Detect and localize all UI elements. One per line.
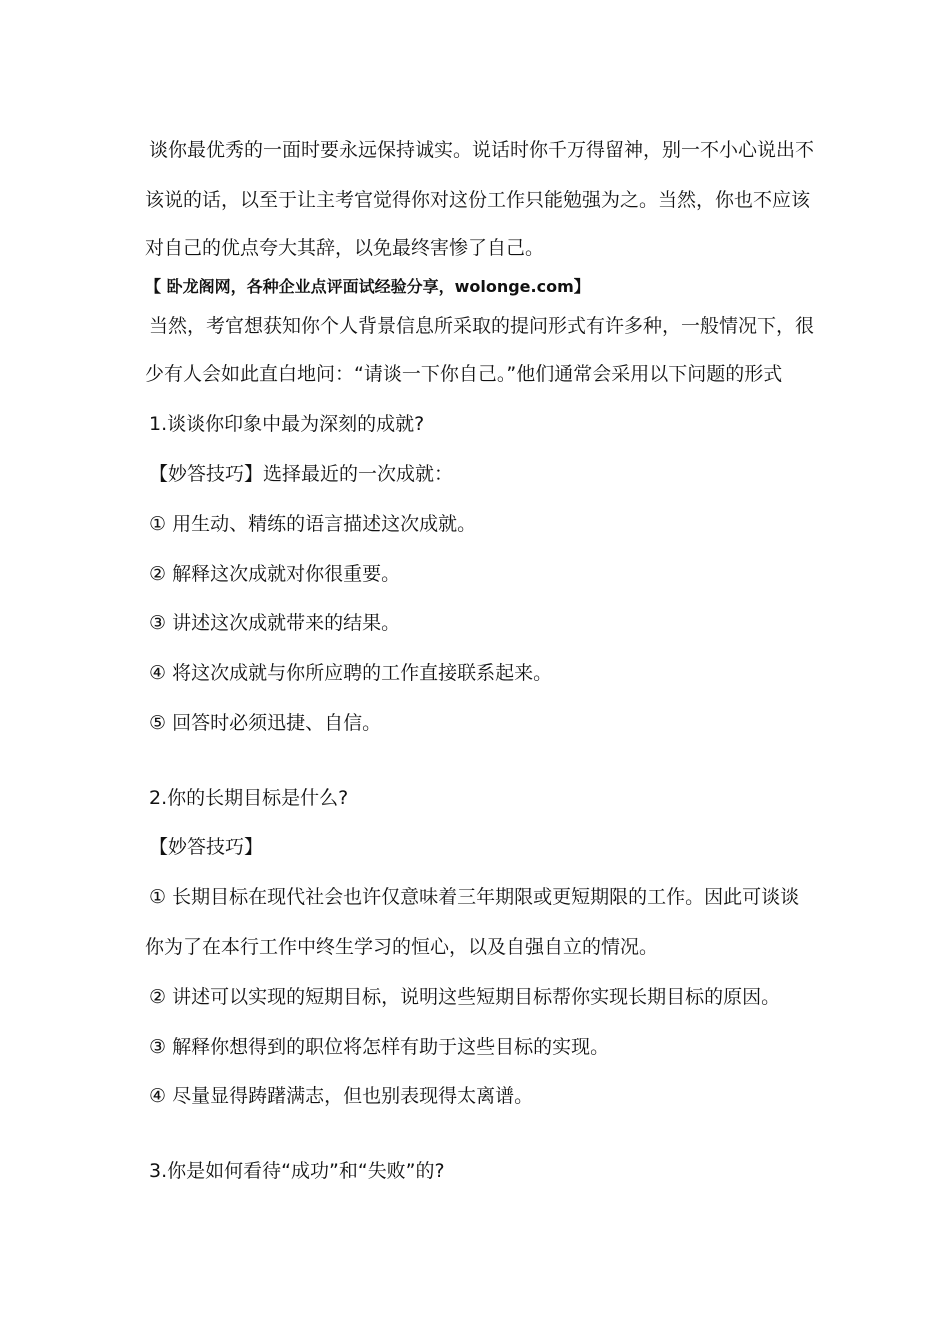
question-2-item: ③ 解释你想得到的职位将怎样有助于这些目标的实现。 bbox=[149, 1036, 610, 1058]
question-3-title: 3.你是如何看待“成功”和“失败”的? bbox=[149, 1160, 445, 1182]
paragraph-2-line-1: 当然，考官想获知你个人背景信息所采取的提问形式有许多种，一般情况下，很 bbox=[149, 315, 815, 337]
question-1-item: ⑤ 回答时必须迅捷、自信。 bbox=[149, 712, 382, 734]
question-1-title: 1.谈谈你印象中最为深刻的成就? bbox=[149, 413, 425, 435]
paragraph-2-line-2: 少有人会如此直白地问：“请谈一下你自己。”他们通常会采用以下问题的形式 bbox=[145, 363, 783, 385]
intro-line-3: 对自己的优点夸大其辞，以免最终害惨了自己。 bbox=[145, 237, 545, 259]
question-2-title: 2.你的长期目标是什么? bbox=[149, 787, 349, 809]
question-2-tip: 【妙答技巧】 bbox=[149, 836, 264, 858]
intro-line-1: 谈你最优秀的一面时要永远保持诚实。说话时你千万得留神，别一不小心说出不 bbox=[149, 139, 815, 161]
question-1-item: ① 用生动、精练的语言描述这次成就。 bbox=[149, 513, 477, 535]
source-watermark-line: 【 卧龙阁网，各种企业点评面试经验分享，wolonge.com】 bbox=[145, 277, 590, 296]
question-2-item: ④ 尽量显得踌躇满志，但也别表现得太离谱。 bbox=[149, 1085, 534, 1107]
question-1-tip: 【妙答技巧】选择最近的一次成就： bbox=[149, 463, 454, 485]
question-2-item: ② 讲述可以实现的短期目标，说明这些短期目标帮你实现长期目标的原因。 bbox=[149, 986, 781, 1008]
question-2-item-1-line-1: ① 长期目标在现代社会也许仅意味着三年期限或更短期限的工作。因此可谈谈 bbox=[149, 886, 800, 908]
question-1-item: ④ 将这次成就与你所应聘的工作直接联系起来。 bbox=[149, 662, 553, 684]
question-1-item: ② 解释这次成就对你很重要。 bbox=[149, 563, 401, 585]
intro-line-2: 该说的话，以至于让主考官觉得你对这份工作只能勉强为之。当然，你也不应该 bbox=[145, 189, 811, 211]
question-2-item-1-line-2: 你为了在本行工作中终生学习的恒心，以及自强自立的情况。 bbox=[145, 936, 659, 958]
question-1-item: ③ 讲述这次成就带来的结果。 bbox=[149, 612, 401, 634]
